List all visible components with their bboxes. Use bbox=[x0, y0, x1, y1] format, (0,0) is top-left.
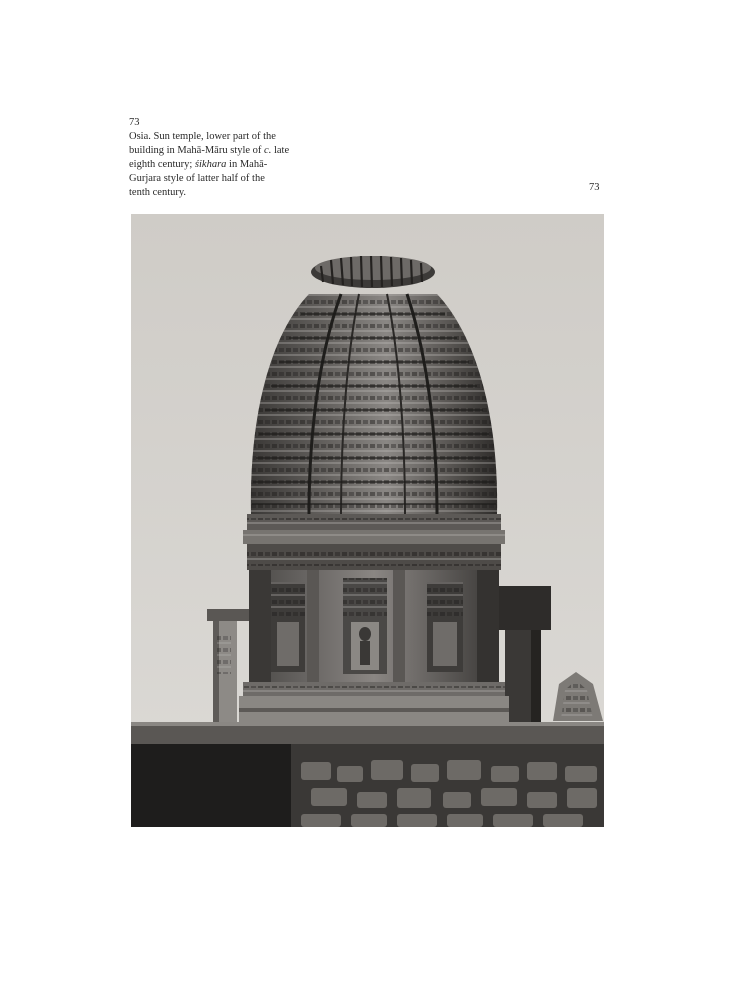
amalaka-crown bbox=[311, 256, 435, 288]
figure-caption bbox=[129, 116, 329, 200]
foreground-wall bbox=[131, 722, 604, 827]
shikhara-tower bbox=[251, 294, 497, 514]
page-number: 73 bbox=[589, 182, 600, 193]
caption-line-5: tenth century. bbox=[129, 187, 187, 198]
cornice-bands bbox=[243, 514, 505, 570]
plinth bbox=[239, 682, 509, 726]
caption-line-4: Gurjara style of latter half of the bbox=[129, 173, 265, 184]
italic-term: śikhara bbox=[194, 159, 227, 170]
caption-line-3: eighth century; śikhara in Mahā- bbox=[129, 159, 268, 170]
caption-line-1: Osia. Sun temple, lower part of the bbox=[129, 131, 276, 142]
caption-line-2: building in Mahā-Māru style of c. late bbox=[129, 145, 290, 156]
italic-term: c. bbox=[264, 145, 272, 156]
temple-illustration bbox=[131, 214, 604, 827]
plate-number: 73 bbox=[129, 117, 140, 128]
sanctum-wall bbox=[249, 570, 499, 682]
temple-photograph bbox=[131, 214, 604, 827]
